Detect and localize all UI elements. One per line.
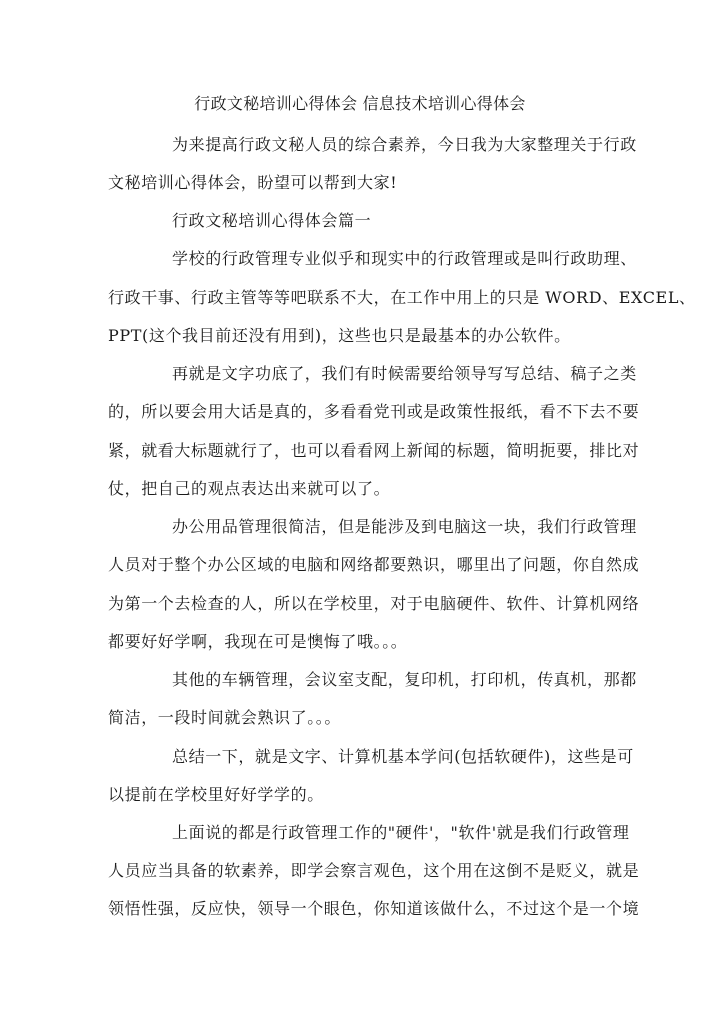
- paragraph-line: 的，所以要会用大话是真的，多看看党刊或是政策性报纸，看不下去不要: [108, 402, 640, 421]
- paragraph-line: 人员应当具备的软素养，即学会察言观色，这个用在这倒不是贬义，就是: [108, 861, 640, 880]
- paragraph-line: PPT(这个我目前还没有用到)，这些也只是最基本的办公软件。: [108, 326, 571, 345]
- paragraph-line: 为来提高行政文秘人员的综合素养，今日我为大家整理关于行政: [172, 135, 637, 154]
- paragraph-line: 再就是文字功底了，我们有时候需要给领导写写总结、稿子之类: [172, 364, 637, 383]
- paragraph-line: 仗，把自己的观点表达出来就可以了。: [108, 479, 391, 498]
- paragraph-line: 人员对于整个办公区域的电脑和网络都要熟识，哪里出了问题，你自然成: [108, 555, 640, 574]
- paragraph-line: 总结一下，就是文字、计算机基本学问(包括软硬件)，这些是可: [172, 747, 634, 766]
- paragraph-line: 简洁，一段时间就会熟识了。。。: [108, 708, 342, 727]
- paragraph-line: 以提前在学校里好好学学的。: [108, 785, 324, 804]
- paragraph-line: 文秘培训心得体会，盼望可以帮到大家!: [108, 173, 398, 192]
- section-heading: 行政文秘培训心得体会篇一: [172, 211, 372, 230]
- paragraph-line: 领悟性强，反应快，领导一个眼色，你知道该做什么，不过这个是一个境: [108, 899, 640, 918]
- paragraph-line: 行政干事、行政主管等等吧联系不大，在工作中用上的只是 WORD、EXCEL、: [108, 288, 696, 307]
- paragraph-line: 其他的车辆管理，会议室支配，复印机，打印机，传真机，那都: [172, 670, 637, 689]
- paragraph-line: 办公用品管理很简洁，但是能涉及到电脑这一块，我们行政管理: [172, 517, 637, 536]
- paragraph-line: 学校的行政管理专业似乎和现实中的行政管理或是叫行政助理、: [172, 249, 637, 268]
- paragraph-line: 为第一个去检查的人，所以在学校里，对于电脑硬件、软件、计算机网络: [108, 594, 640, 613]
- paragraph-line: 紧，就看大标题就行了，也可以看看网上新闻的标题，简明扼要，排比对: [108, 441, 640, 460]
- paragraph-line: 上面说的都是行政管理工作的"硬件'，"软件'就是我们行政管理: [172, 823, 630, 842]
- paragraph-line: 都要好好学啊，我现在可是懊悔了哦。。。: [108, 632, 408, 651]
- document-title: 行政文秘培训心得体会 信息技术培训心得体会: [194, 94, 526, 113]
